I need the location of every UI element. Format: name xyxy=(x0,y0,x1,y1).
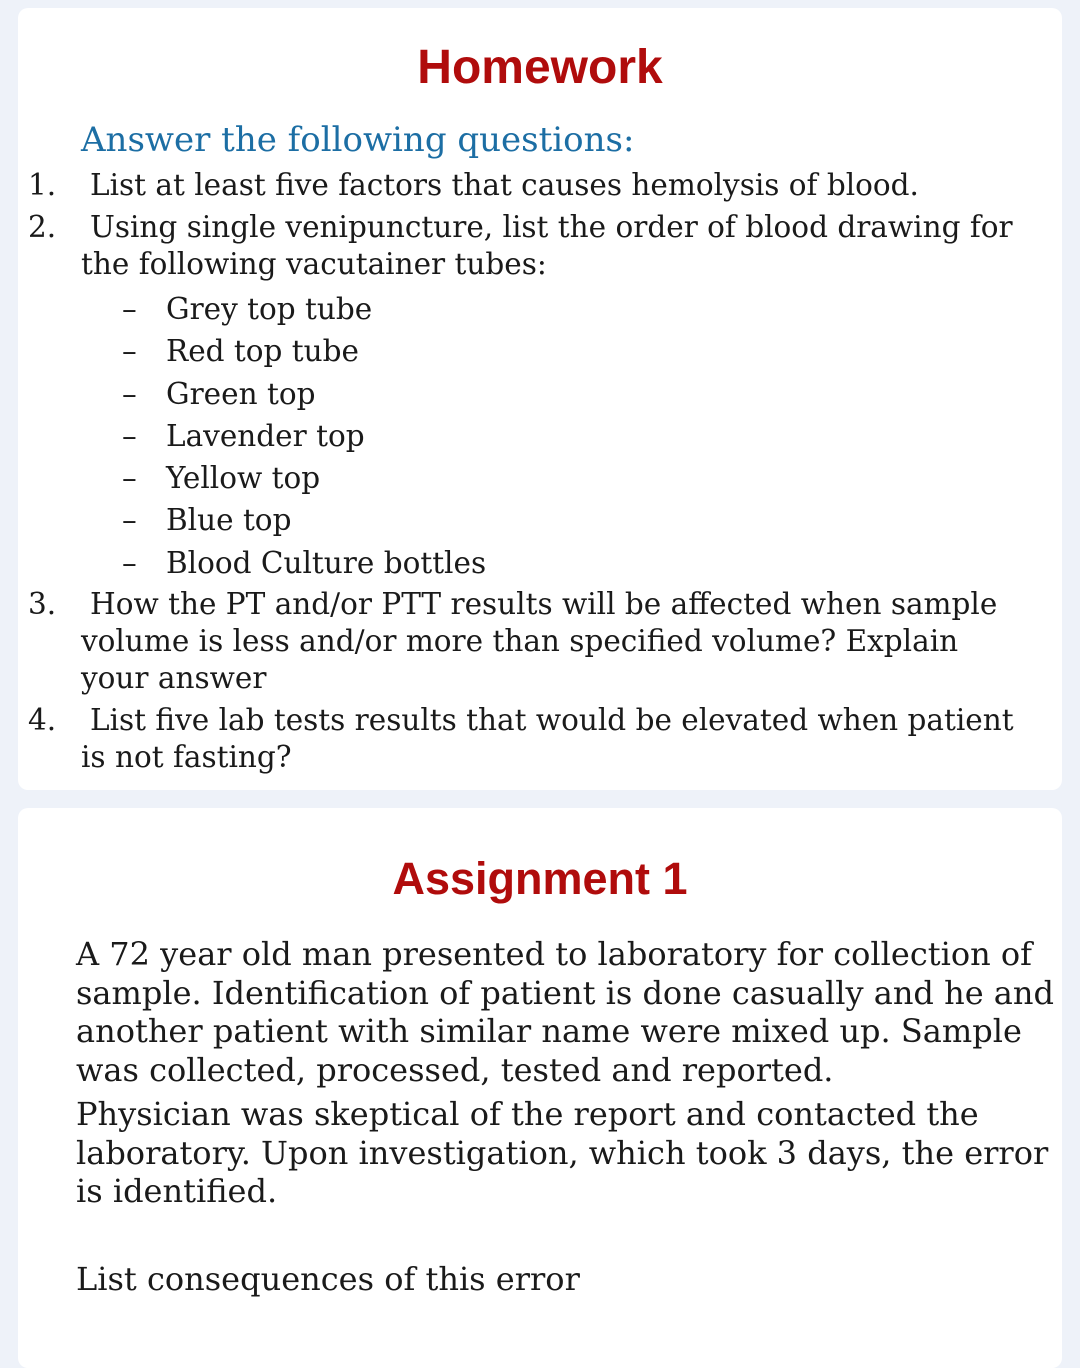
paragraph-line: another patient with similar name were mixed up. Sample xyxy=(76,1012,1022,1050)
assignment-card xyxy=(18,808,1062,1368)
question-2 xyxy=(18,209,1018,283)
homework-card xyxy=(18,8,1062,790)
tube-label: Red top tube xyxy=(166,334,360,369)
paragraph-line: sample. Identification of patient is done casually and he and xyxy=(76,973,1054,1012)
assignment-title: Assignment 1 xyxy=(392,853,688,904)
case-paragraph xyxy=(76,935,1054,1089)
paragraph-line: was collected, processed, tested and reported. xyxy=(76,1050,834,1089)
tube-label: Grey top tube xyxy=(166,292,373,326)
question-3 xyxy=(18,586,1018,697)
dash-bullet: – xyxy=(122,334,137,369)
question-text-line: the following vacutainer tubes: xyxy=(81,247,547,281)
question-text-line: Using single venipuncture, list the order of blood drawing for xyxy=(90,210,1013,244)
tube-label: Green top xyxy=(166,376,316,411)
tube-label: Yellow top xyxy=(166,461,321,496)
tube-label: Blood Culture bottles xyxy=(166,545,487,580)
dash-bullet: – xyxy=(122,418,137,453)
investigation-paragraph xyxy=(76,1095,1049,1211)
dash-bullet: – xyxy=(122,461,137,496)
question-text-line: List at least five factors that causes hemolysis of blood. xyxy=(90,168,919,202)
dash-bullet: – xyxy=(122,376,137,411)
dash-bullet: – xyxy=(122,503,137,538)
question-number: 3. xyxy=(28,587,57,621)
question-text-line: volume is less and/or more than specified volume? Explain xyxy=(81,624,959,658)
question-1 xyxy=(18,167,1018,204)
paragraph-line: A 72 year old man presented to laboratory for collection of xyxy=(76,935,1032,973)
question-text-line: is not fasting? xyxy=(81,740,292,774)
question-text-line: List five lab tests results that would be elevated when patient xyxy=(90,703,1014,737)
paragraph-line: is identified. xyxy=(76,1172,278,1210)
question-text-line: your answer xyxy=(81,661,267,695)
tube-label: Lavender top xyxy=(166,418,365,453)
dash-bullet: – xyxy=(122,292,137,326)
homework-subtitle: Answer the following questions: xyxy=(81,120,635,160)
homework-title: Homework xyxy=(417,41,663,94)
dash-bullet: – xyxy=(122,545,137,580)
task-prompt: List consequences of this error xyxy=(76,1260,580,1298)
question-number: 2. xyxy=(28,210,57,244)
paragraph-line: laboratory. Upon investigation, which took 3 days, the error xyxy=(76,1133,1049,1172)
question-number: 1. xyxy=(28,168,57,202)
paragraph-line: Physician was skeptical of the report and contacted the xyxy=(76,1095,979,1133)
question-text-line: How the PT and/or PTT results will be affected when sample xyxy=(90,587,998,621)
question-4 xyxy=(18,702,1018,776)
question-number: 4. xyxy=(28,703,57,737)
tube-label: Blue top xyxy=(166,503,292,538)
